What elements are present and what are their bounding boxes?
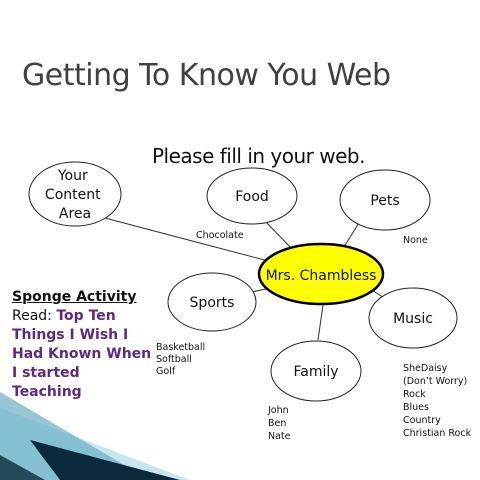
node-label: Food	[235, 189, 269, 205]
node-sports	[168, 273, 256, 331]
node-label: Your Content Area	[44, 168, 101, 222]
note-sports: Basketball Softball Golf	[156, 342, 206, 377]
note-music: SheDaisy (Don’t Worry) Rock Blues Country Christian Rock	[403, 363, 472, 439]
center-label: Mrs. Chambless	[265, 268, 377, 284]
connector-content	[105, 218, 272, 262]
node-food	[207, 168, 297, 224]
sponge-book-title: Top Ten Things I Wish I Had Known When I started Teaching	[12, 308, 152, 400]
instruction-text: Please fill in your web.	[152, 144, 365, 168]
node-label: Music	[393, 311, 433, 327]
node-pets	[340, 170, 430, 230]
center-node	[259, 244, 383, 304]
node-label: Sports	[189, 295, 235, 311]
note-pets: None	[403, 235, 428, 246]
note-food: Chocolate	[196, 230, 244, 241]
sponge-read-prefix: Read:	[12, 308, 57, 324]
sponge-heading: Sponge Activity	[12, 289, 137, 305]
sponge-body	[12, 307, 152, 402]
corner-decoration	[0, 392, 190, 480]
node-label: Family	[293, 364, 339, 380]
node-label: Pets	[370, 193, 400, 209]
page-title: Getting To Know You Web	[22, 58, 391, 93]
connector-family	[318, 305, 323, 340]
sponge-activity	[12, 288, 152, 402]
node-music	[369, 288, 457, 348]
note-family: John Ben Nate	[268, 405, 291, 442]
node-family	[271, 341, 361, 401]
node-content	[29, 162, 121, 226]
